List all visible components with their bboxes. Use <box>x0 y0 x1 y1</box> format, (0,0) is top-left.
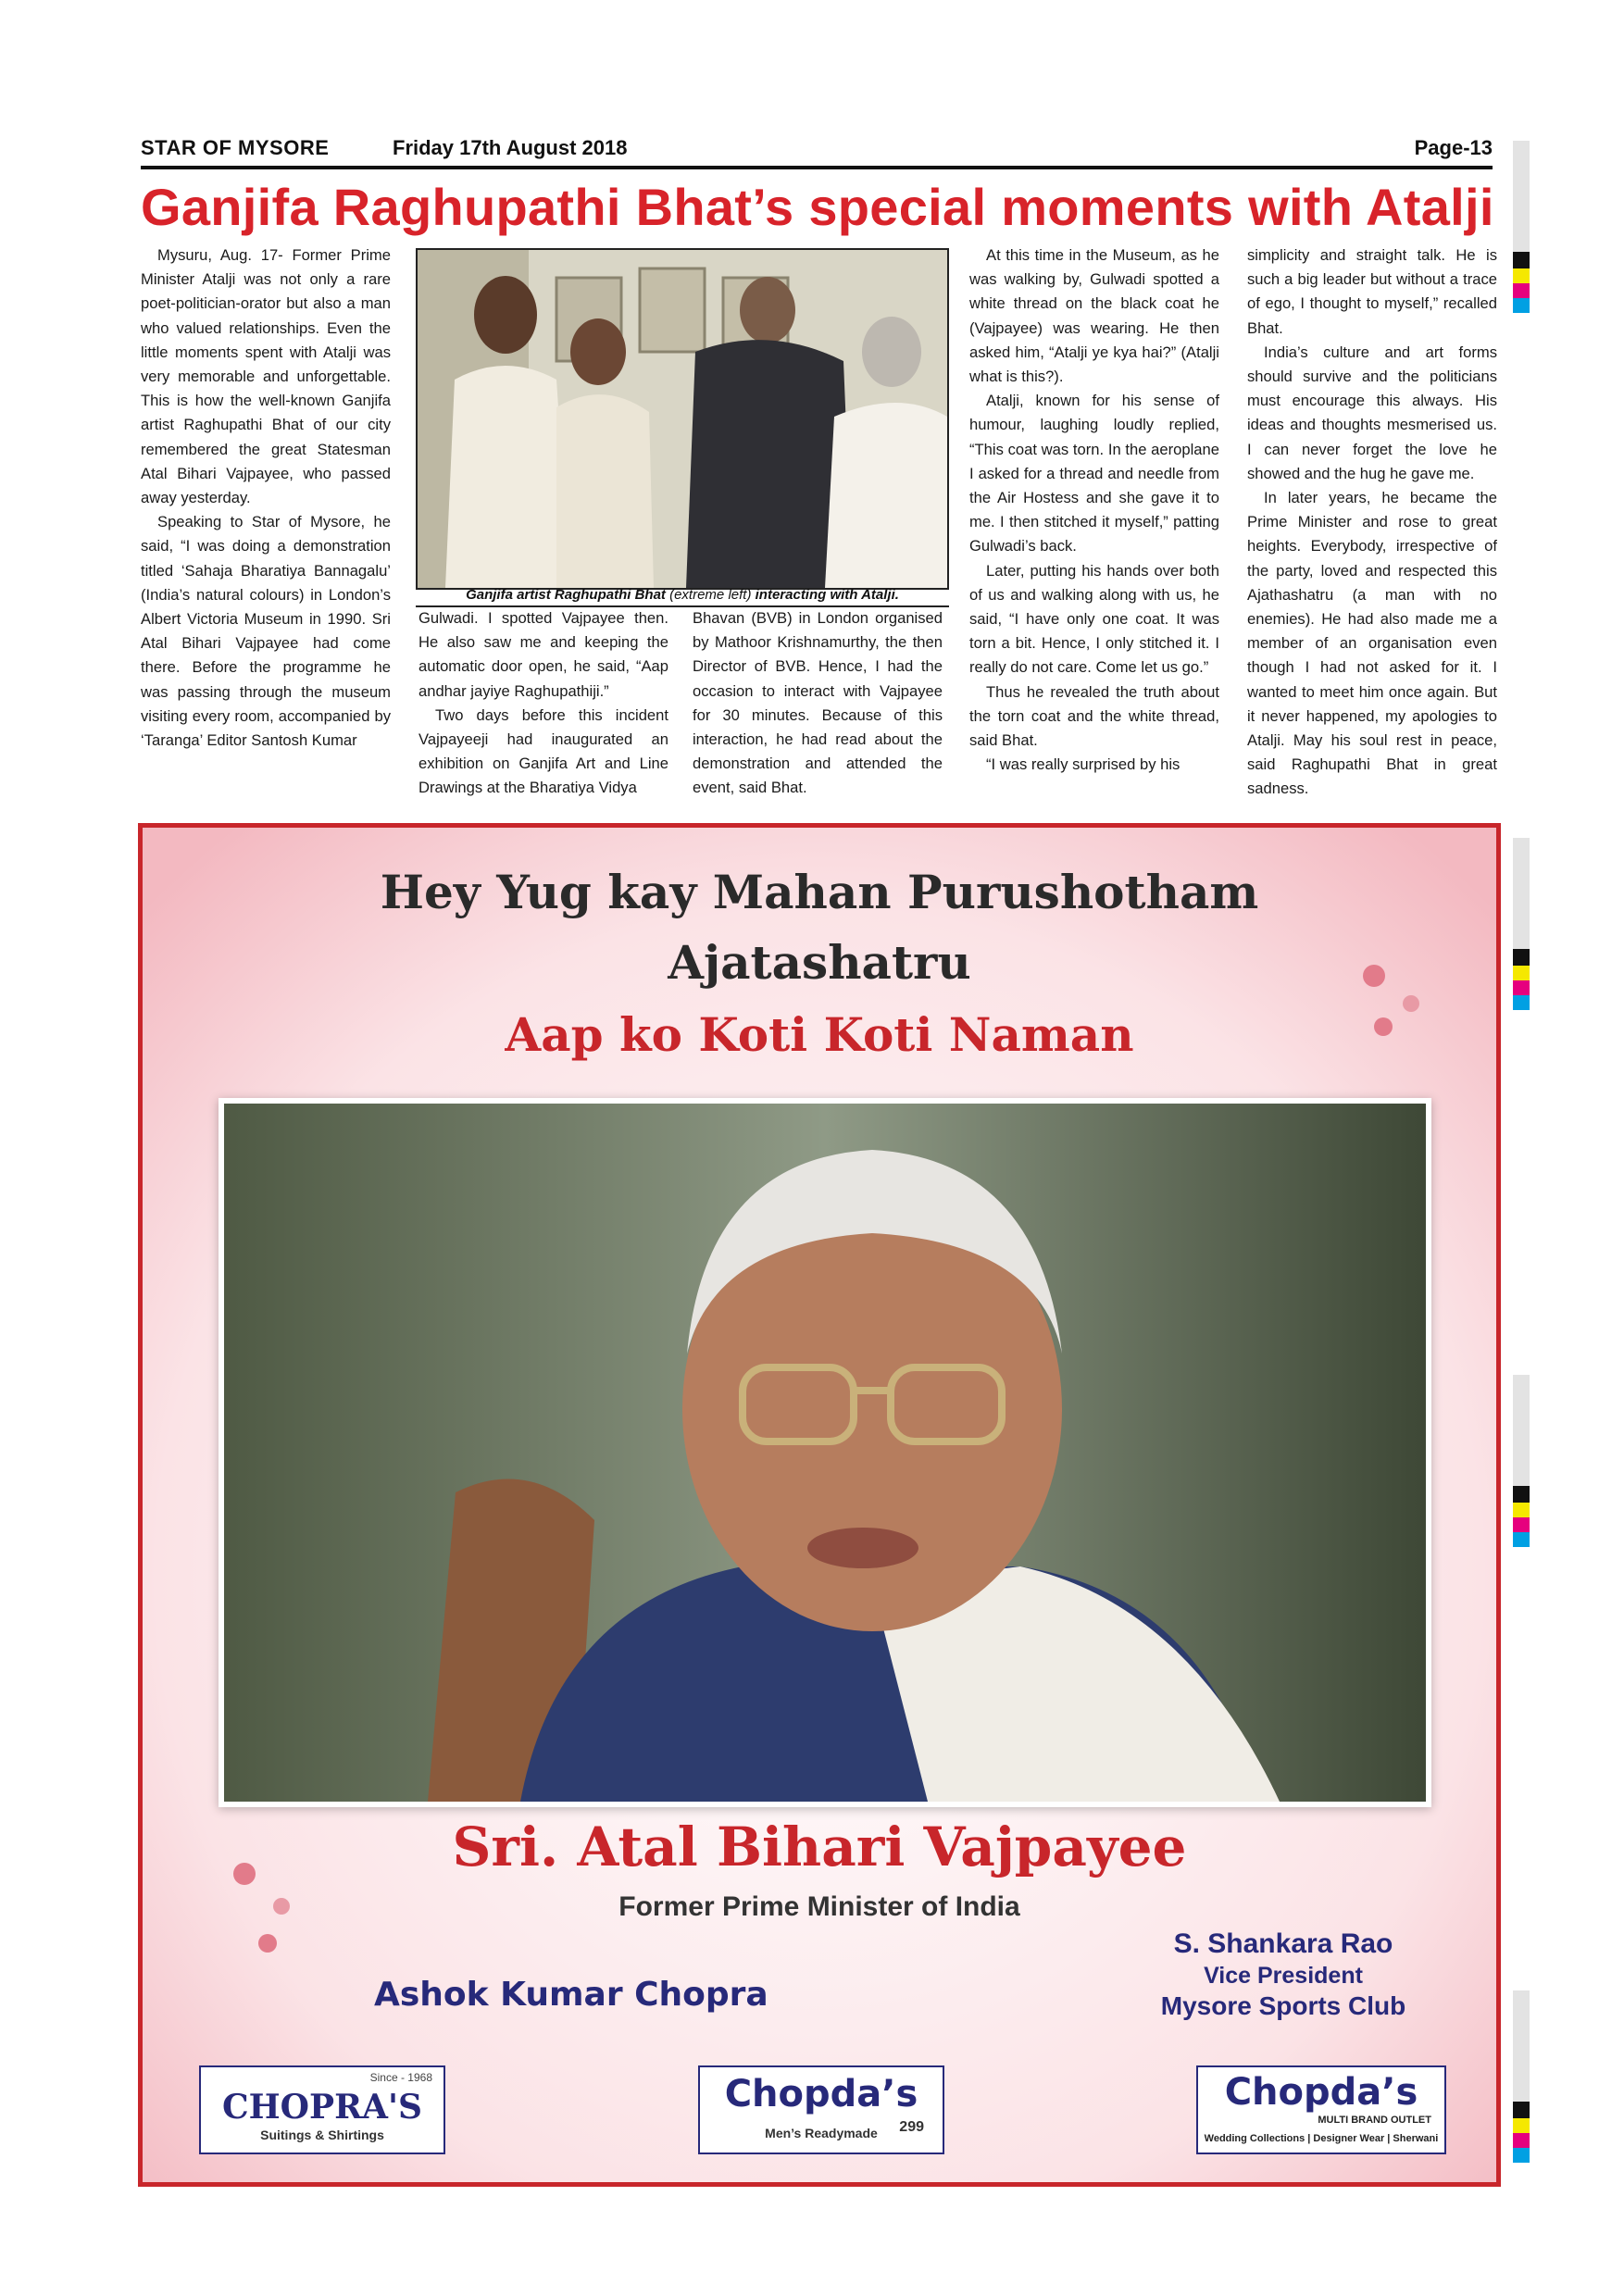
article-column-1 <box>141 243 391 753</box>
newspaper-name: STAR OF MYSORE <box>141 136 330 159</box>
article-paragraph: Speaking to Star of Mysore, he said, “I was doing a demonstration titled ‘Sahaja Bharatiya Bannagalu’ (India’s natural colours) in London’s Albert Victoria Museum in 1990. Sri Atal Bihari Vajpayee had come there. Before the programme he was passing through the museum visiting every room, accompanied by ‘Taranga’ Editor Santosh Kumar <box>141 513 391 750</box>
logo-brand: Chopda’s <box>1224 2071 1418 2114</box>
article-paragraph: Mysuru, Aug. 17- Former Prime Minister Atalji was not only a rare poet-politician-orator but also a man who valued relationships. Even the little moments spent with Atalji was very memorable and unforgettable. This is how the well-known Ganjifa artist Raghupathi Bhat of our city remembered the great Statesman Atal Bihari Vajpayee, who passed away yesterday. <box>141 246 391 507</box>
tribute-advertisement <box>138 823 1501 2187</box>
chopdas-readymade-logo <box>698 2065 944 2154</box>
article-paragraph: At this time in the Museum, as he was walking by, Gulwadi spotted a white thread on the black coat he (Vajpayee) was wearing. He then asked him, “Atalji ye kya hai?” (Atalji what is this?). <box>969 246 1219 386</box>
masthead-rule <box>141 166 1493 169</box>
article-headline: Ganjifa Raghupathi Bhat’s special moments with Atalji <box>141 178 1494 236</box>
chopdas-outlet-logo <box>1196 2065 1446 2154</box>
honoree-role: Former Prime Minister of India <box>618 1891 1020 1922</box>
tribute-line-2: Ajatashatru <box>668 935 971 990</box>
logo-number: 299 <box>899 2119 924 2135</box>
honoree-name: Sri. Atal Bihari Vajpayee <box>452 1816 1187 1878</box>
signatory-club: Mysore Sports Club <box>1160 1991 1406 2020</box>
page-number: Page-13 <box>1414 136 1493 159</box>
logo-tagline: Suitings & Shirtings <box>260 2128 384 2142</box>
registration-black-mark <box>1513 252 1530 268</box>
registration-grey-bar <box>1513 838 1530 949</box>
registration-yellow-mark <box>1513 2118 1530 2133</box>
registration-grey-bar <box>1513 1990 1530 2102</box>
registration-black-mark <box>1513 949 1530 966</box>
article-paragraph: “I was really surprised by his <box>986 755 1181 774</box>
article-paragraph: simplicity and straight talk. He is such a big leader but without a trace of ego, I thought to myself,” recalled Bhat. <box>1247 246 1497 337</box>
tribute-line-3: Aap ko Koti Koti Naman <box>505 1007 1134 1062</box>
tribute-line-1: Hey Yug kay Mahan Purushotham <box>380 865 1259 919</box>
signatory-title: Vice President <box>1204 1963 1363 1989</box>
registration-grey-bar <box>1513 1375 1530 1486</box>
caption-subject: Ganjifa artist Raghupathi Bhat <box>466 587 666 603</box>
article-column-2 <box>418 606 668 801</box>
article-column-4 <box>969 243 1219 777</box>
chopras-logo <box>199 2065 445 2154</box>
caption-position: (extreme left) <box>669 587 752 603</box>
article-paragraph: Gulwadi. I spotted Vajpayee then. He also saw me and keeping the automatic door open, he said, “Aap andhar jayiye Raghupathiji.” <box>418 609 668 700</box>
registration-yellow-mark <box>1513 966 1530 980</box>
logo-tagline: Men’s Readymade <box>765 2126 878 2140</box>
portrait-photo <box>219 1098 1431 1807</box>
signatory-block <box>1135 1928 1431 2022</box>
article-paragraph: Bhavan (BVB) in London organised by Mathoor Krishnamurthy, the then Director of BVB. Hence, I had the occasion to interact with Vajpayee for 30 minutes. Because of this interaction, he had read about the demonstration and attended the event, said Bhat. <box>693 609 943 797</box>
article-column-3 <box>693 606 943 801</box>
registration-cyan-mark <box>1513 1532 1530 1547</box>
logo-services: Wedding Collections | Designer Wear | Sherwani <box>1204 2133 1439 2144</box>
caption-action: interacting with Atalji. <box>755 587 899 603</box>
registration-yellow-mark <box>1513 1503 1530 1517</box>
registration-cyan-mark <box>1513 298 1530 313</box>
logo-since: Since - 1968 <box>369 2071 432 2084</box>
issue-date: Friday 17th August 2018 <box>393 136 628 159</box>
photo-caption <box>416 585 949 607</box>
article-paragraph: Two days before this incident Vajpayeeji had inaugurated an exhibition on Ganjifa Art and Line Drawings at the Bharatiya Vidya <box>418 705 668 797</box>
article-paragraph: Later, putting his hands over both of us and walking along with us, he said, “I have only one coat. It was torn a bit. Hence, I only stitched it. I really do not care. Come let us go.” <box>969 561 1219 677</box>
logo-brand: CHOPRA'S <box>222 2088 422 2127</box>
article-paragraph: Thus he revealed the truth about the torn coat and the white thread, said Bhat. <box>969 682 1219 750</box>
article-paragraph: Atalji, known for his sense of humour, laughing loudly replied, “This coat was torn. In the aeroplane I asked for a thread and needle from the Air Hostess and she gave it to me. I then stitched it myself,” patting Gulwadi’s back. <box>969 392 1219 555</box>
registration-yellow-mark <box>1513 268 1530 283</box>
sponsor-name: Ashok Kumar Chopra <box>374 1976 768 2014</box>
masthead <box>141 136 1493 166</box>
registration-magenta-mark <box>1513 2133 1530 2148</box>
logo-tagline: MULTI BRAND OUTLET <box>1318 2115 1431 2126</box>
registration-cyan-mark <box>1513 2148 1530 2163</box>
registration-black-mark <box>1513 1486 1530 1503</box>
registration-grey-bar <box>1513 141 1530 252</box>
portrait-scene <box>224 1104 1426 1802</box>
photo-scene <box>418 250 947 588</box>
registration-black-mark <box>1513 2102 1530 2118</box>
registration-magenta-mark <box>1513 1517 1530 1532</box>
article-paragraph: In later years, he became the Prime Minister and rose to great heights. Everybody, irrespective of the party, loved and respected this Ajathashatru (a man with no enemies). He had also made me a member of an organisation even though I had not asked for it. I wanted to meet him once again. But it never happened, my apologies to Atalji. May his soul rest in peace, said Raghupathi Bhat in great sadness. <box>1247 489 1497 798</box>
article-column-5 <box>1247 243 1497 802</box>
article-paragraph: India’s culture and art forms should survive and the politicians must encourage this always. His ideas and thoughts mesmerised us. I can never forget the love he showed and the hug he gave me. <box>1247 343 1497 482</box>
registration-magenta-mark <box>1513 980 1530 995</box>
signatory-name: S. Shankara Rao <box>1173 1928 1393 1959</box>
registration-magenta-mark <box>1513 283 1530 298</box>
logo-brand: Chopda’s <box>724 2073 918 2115</box>
news-photo <box>416 248 949 590</box>
registration-cyan-mark <box>1513 995 1530 1010</box>
